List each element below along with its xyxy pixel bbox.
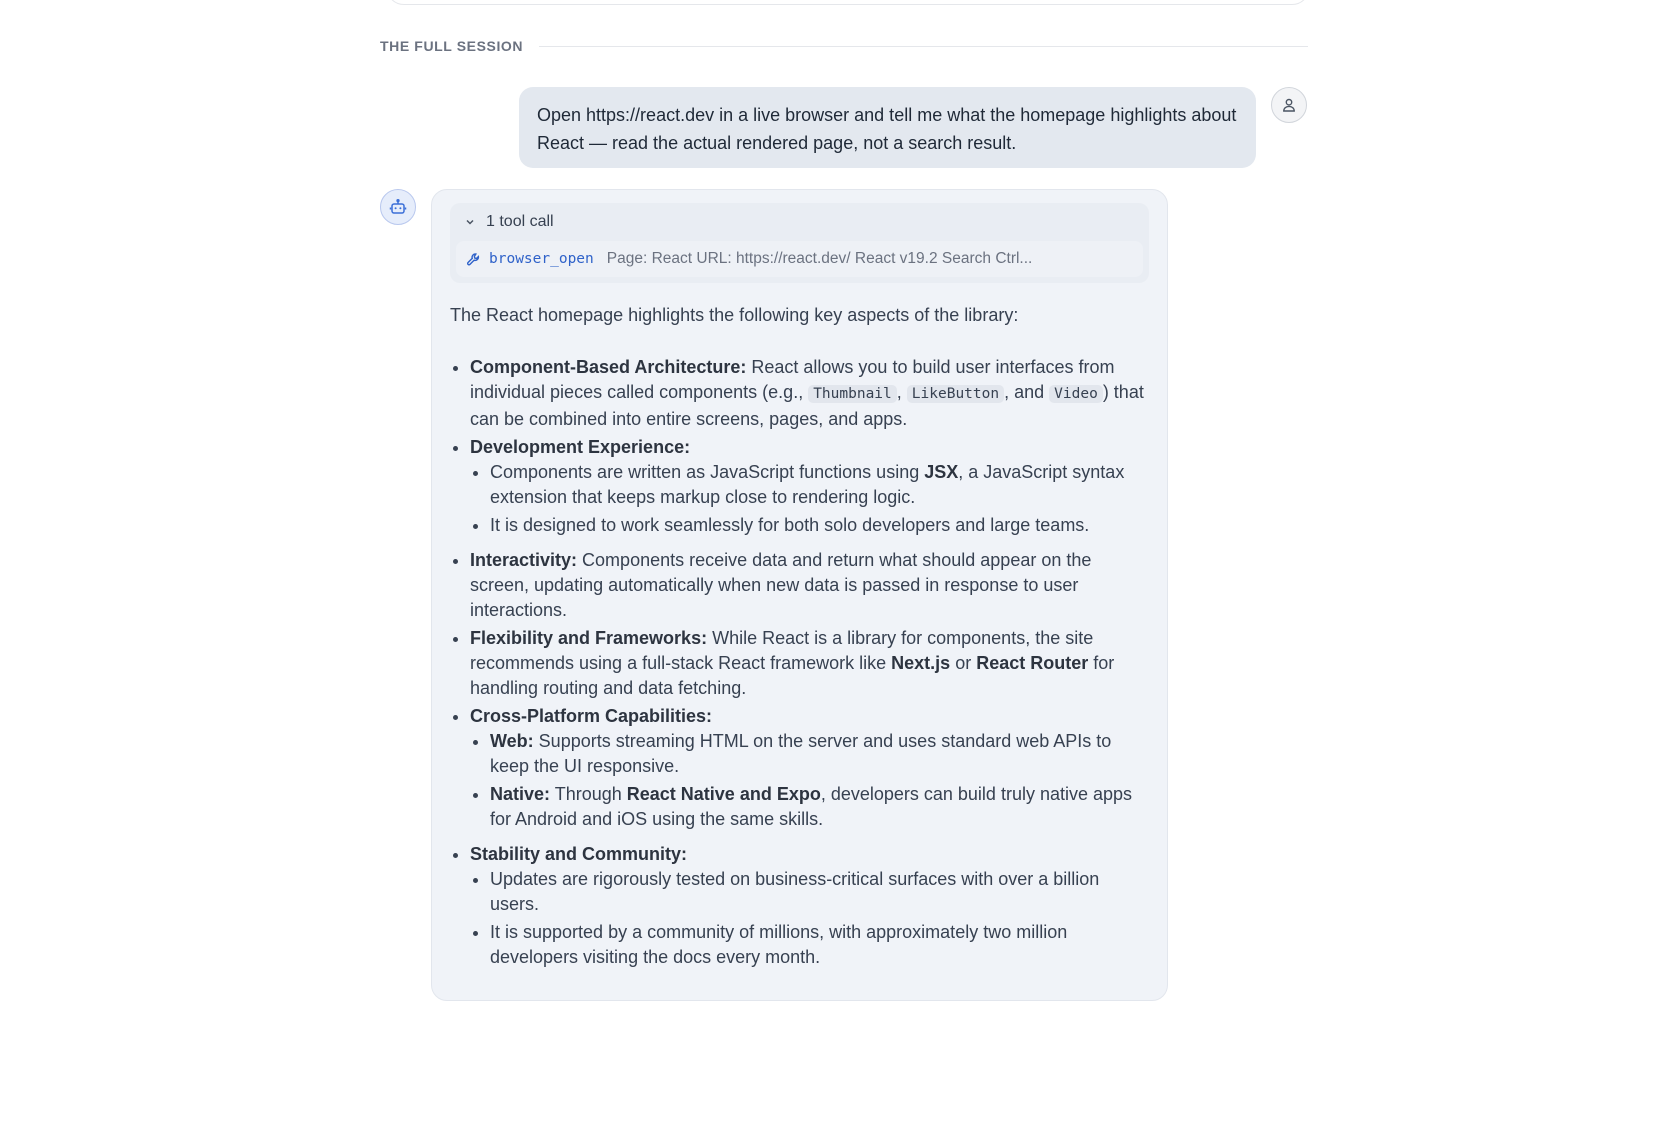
robot-icon bbox=[389, 198, 407, 216]
tool-call-row[interactable] bbox=[456, 241, 1143, 277]
tool-call-name: browser_open bbox=[489, 251, 594, 267]
bullet-text: React allows you to build user interfaces from individual pieces called components (e.g., bbox=[470, 357, 1115, 402]
bold-text: React Router bbox=[976, 653, 1089, 673]
user-message-text: Open https://react.dev in a live browser and tell me what the homepage highlights about React — read the actual rendered page, not a search result. bbox=[537, 105, 1237, 153]
bullet-text: , and bbox=[1004, 382, 1050, 402]
sub-list-item: • It is supported by a community of millions, with approximately two million developers visiting the docs every month. bbox=[490, 920, 1149, 970]
inline-code: Video bbox=[1049, 385, 1103, 403]
user-avatar bbox=[1271, 87, 1307, 123]
answer-intro: The React homepage highlights the following key aspects of the library: bbox=[450, 305, 1019, 325]
assistant-avatar bbox=[380, 189, 416, 225]
bullet-text: Components are written as JavaScript functions using bbox=[490, 462, 925, 482]
list-item bbox=[470, 842, 1149, 970]
bullet-text: Components receive data and return what should appear on the screen, updating automatically when new data is passed in response to user interactions. bbox=[470, 550, 1092, 620]
inline-code: LikeButton bbox=[907, 385, 1004, 403]
list-item bbox=[470, 355, 1149, 432]
bullet-title: Component-Based Architecture: bbox=[470, 357, 747, 377]
sub-list-item bbox=[490, 729, 1149, 779]
bullet-text: Supports streaming HTML on the server and uses standard web APIs to keep the UI responsive. bbox=[490, 731, 1112, 776]
section-divider bbox=[539, 46, 1308, 47]
list-item bbox=[470, 548, 1149, 623]
bullet-text: , a JavaScript syntax extension that keeps markup close to rendering logic. bbox=[490, 462, 1125, 507]
bullet-text: ) that can be combined into entire screens, pages, and apps. bbox=[470, 382, 1144, 429]
bold-text: React Native and Expo bbox=[626, 784, 821, 804]
bold-text: Native: bbox=[490, 784, 551, 804]
chevron-down-icon bbox=[464, 216, 476, 228]
sub-list-item bbox=[490, 782, 1149, 832]
user-message-bubble bbox=[519, 87, 1256, 168]
bullet-title: Flexibility and Frameworks: bbox=[470, 628, 708, 648]
list-item bbox=[470, 704, 1149, 832]
bullet-title: Development Experience: bbox=[470, 437, 691, 457]
bold-text: Web: bbox=[490, 731, 534, 751]
section-header bbox=[380, 36, 1308, 56]
section-title: THE FULL SESSION bbox=[380, 38, 524, 54]
sub-list bbox=[470, 460, 1149, 538]
bullet-title: Interactivity: bbox=[470, 550, 578, 570]
sub-list-item: • Updates are rigorously tested on business-critical surfaces with over a billion users. bbox=[490, 867, 1149, 917]
bullet-text: Through bbox=[550, 784, 627, 804]
bold-text: JSX bbox=[924, 462, 959, 482]
bullet-title: Stability and Community: bbox=[470, 844, 688, 864]
bullet-text: While React is a library for components, the site recommends using a full-stack React framework like bbox=[470, 628, 1094, 673]
sub-list bbox=[470, 729, 1149, 832]
list-item bbox=[470, 435, 1149, 538]
bullet-text: for handling routing and data fetching. bbox=[470, 653, 1115, 698]
assistant-answer bbox=[450, 303, 1149, 970]
person-icon bbox=[1281, 97, 1297, 113]
bullet-text: or bbox=[950, 653, 977, 673]
bold-text: Next.js bbox=[891, 653, 951, 673]
highlights-list bbox=[450, 355, 1149, 970]
tool-calls-summary: 1 tool call bbox=[486, 213, 554, 230]
sub-list bbox=[470, 867, 1149, 970]
list-item bbox=[470, 626, 1149, 701]
sub-list-item bbox=[490, 460, 1149, 510]
wrench-icon bbox=[466, 252, 481, 267]
bullet-text: , bbox=[896, 382, 907, 402]
bullet-text: , developers can build truly native apps for Android and iOS using the same skills. bbox=[490, 784, 1133, 829]
inline-code: Thumbnail bbox=[808, 385, 897, 403]
tool-calls-panel bbox=[450, 203, 1149, 283]
tool-call-result: Page: React URL: https://react.dev/ React v19.2 Search Ctrl... bbox=[606, 250, 1033, 267]
previous-card-edge bbox=[386, 0, 1310, 5]
sub-list-item: • It is designed to work seamlessly for both solo developers and large teams. bbox=[490, 513, 1149, 538]
assistant-message-card bbox=[431, 189, 1168, 1001]
bullet-title: Cross-Platform Capabilities: bbox=[470, 706, 713, 726]
tool-calls-toggle[interactable] bbox=[456, 203, 1143, 241]
